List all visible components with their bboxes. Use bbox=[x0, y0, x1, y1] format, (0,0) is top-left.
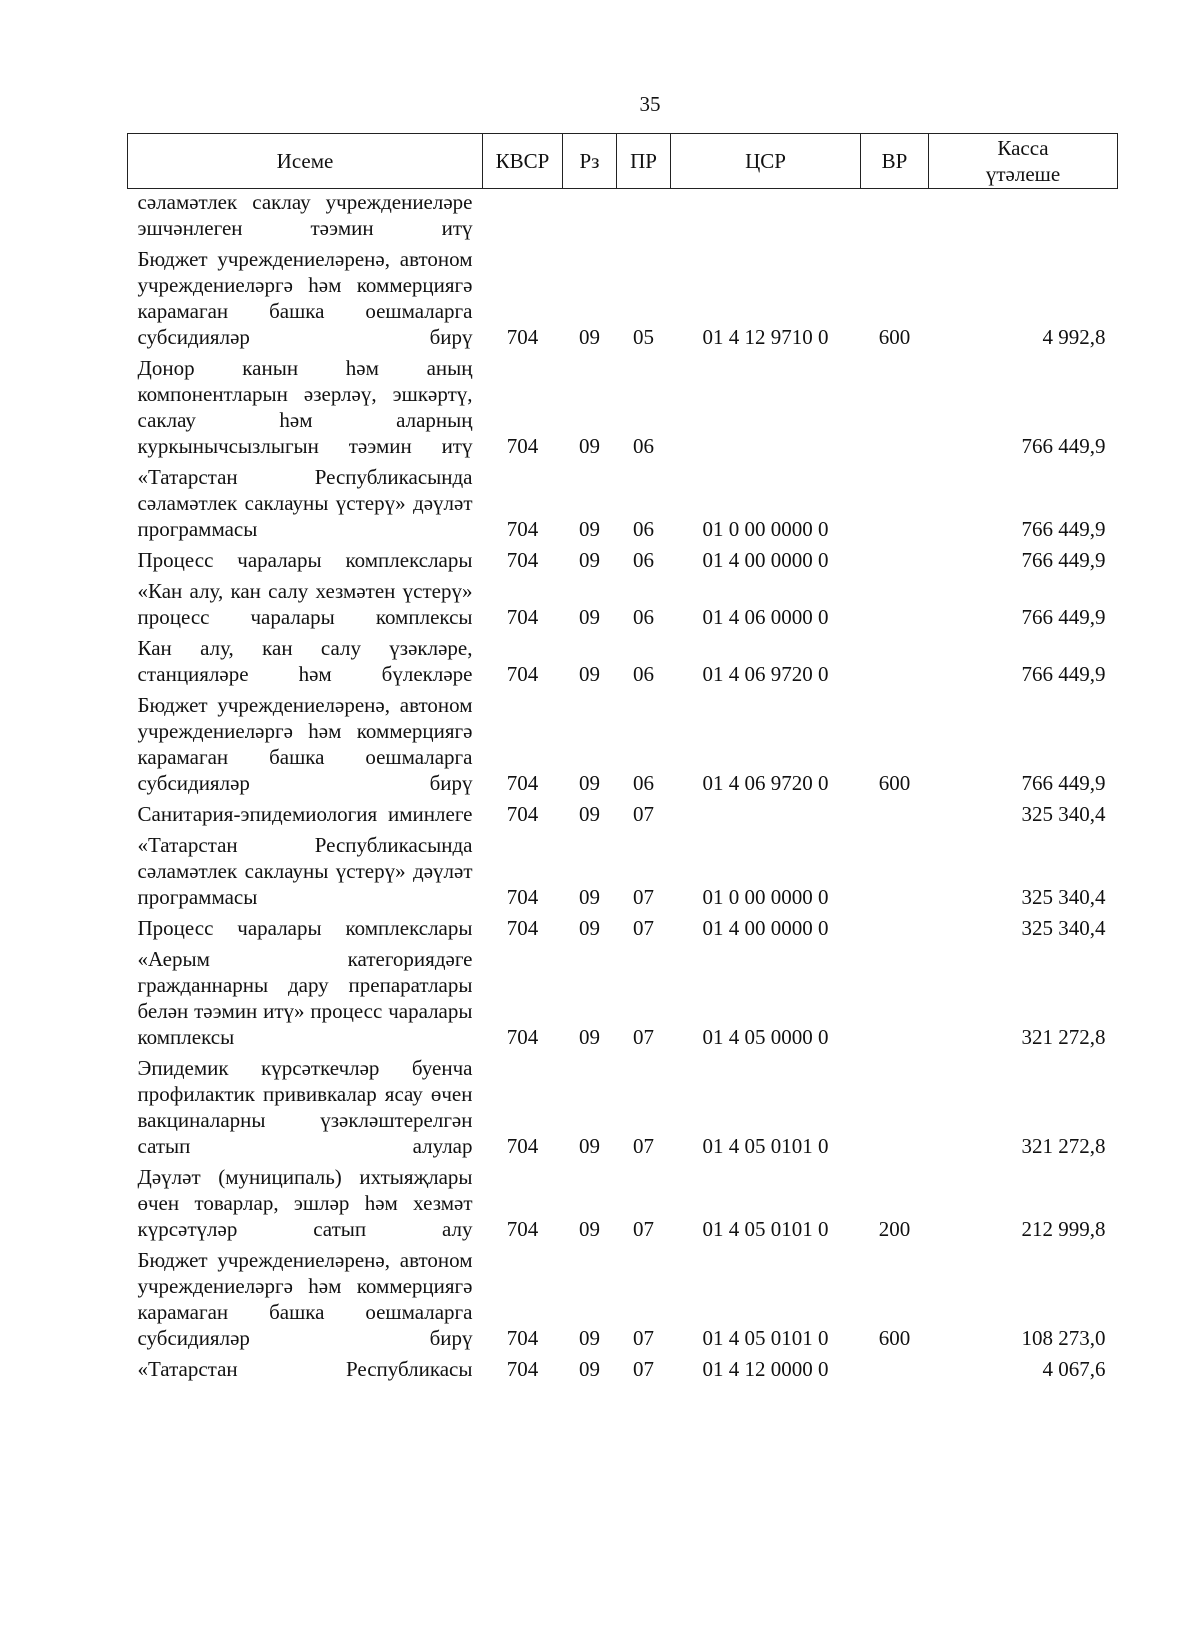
cell-rz: 09 bbox=[579, 1025, 600, 1049]
cell-kassa: 325 340,4 bbox=[1021, 802, 1106, 826]
table-row bbox=[128, 355, 1118, 464]
table-body bbox=[128, 189, 1118, 1388]
cell-rz: 09 bbox=[579, 885, 600, 909]
cell-name: «Кан алу, кан салу хезмәтен үстерү» процесс чаралары комплексы bbox=[137, 579, 473, 629]
cell-pr: 06 bbox=[633, 548, 654, 572]
cell-kvsr: 704 bbox=[506, 916, 539, 940]
cell-rz: 09 bbox=[579, 662, 600, 686]
cell-kassa: 325 340,4 bbox=[1021, 885, 1106, 909]
cell-pr: 07 bbox=[633, 802, 654, 826]
cell-name: Бюджет учреждениеләренә, автоном учреждениеләргә һәм коммерциягә карамаган башка оешмаларга субсидияләр бирү bbox=[137, 1248, 473, 1350]
cell-name: Бюджет учреждениеләренә, автоном учреждениеләргә һәм коммерциягә карамаган башка оешмаларга субсидияләр бирү bbox=[137, 693, 473, 795]
cell-vr bbox=[861, 832, 929, 915]
cell-kvsr: 704 bbox=[506, 1217, 539, 1241]
cell-kvsr: 704 bbox=[506, 885, 539, 909]
table-header-row bbox=[128, 134, 1118, 189]
cell-kvsr: 704 bbox=[506, 605, 539, 629]
cell-kvsr: 704 bbox=[506, 517, 539, 541]
cell-csr bbox=[671, 801, 861, 832]
header-vr: ВР bbox=[861, 134, 929, 189]
cell-vr bbox=[861, 464, 929, 547]
table-row bbox=[128, 578, 1118, 635]
header-pr: ПР bbox=[617, 134, 671, 189]
table-row bbox=[128, 189, 1118, 247]
cell-pr: 06 bbox=[633, 771, 654, 795]
cell-kassa: 766 449,9 bbox=[1021, 771, 1106, 795]
cell-name: Эпидемик күрсәткечләр буенча профилактик прививкалар ясау өчен вакциналарны үзәкләштерелгән сатып алулар bbox=[137, 1056, 473, 1158]
cell-pr bbox=[617, 189, 671, 247]
cell-kvsr: 704 bbox=[506, 434, 539, 458]
budget-table bbox=[127, 133, 1118, 1387]
cell-csr: 01 4 00 0000 0 bbox=[702, 548, 829, 572]
cell-kvsr: 704 bbox=[506, 1025, 539, 1049]
cell-kassa: 325 340,4 bbox=[1021, 916, 1106, 940]
cell-csr: 01 4 06 9720 0 bbox=[702, 771, 829, 795]
header-kvsr: КВСР bbox=[483, 134, 563, 189]
cell-rz: 09 bbox=[579, 916, 600, 940]
table-row bbox=[128, 832, 1118, 915]
cell-vr bbox=[861, 801, 929, 832]
cell-csr: 01 4 05 0101 0 bbox=[702, 1217, 829, 1241]
cell-csr: 01 4 06 9720 0 bbox=[702, 662, 829, 686]
cell-pr: 06 bbox=[633, 605, 654, 629]
header-name: Исеме bbox=[128, 134, 483, 189]
cell-pr: 07 bbox=[633, 1025, 654, 1049]
cell-name: «Татарстан Республикасында сәламәтлек саклауны үстерү» дәүләт программасы bbox=[137, 833, 473, 909]
table-row bbox=[128, 1055, 1118, 1164]
cell-kassa: 766 449,9 bbox=[1021, 517, 1106, 541]
cell-name: Бюджет учреждениеләренә, автоном учреждениеләргә һәм коммерциягә карамаган башка оешмаларга субсидияләр бирү bbox=[137, 247, 473, 349]
cell-kassa: 766 449,9 bbox=[1021, 662, 1106, 686]
cell-rz: 09 bbox=[579, 325, 600, 349]
cell-kassa: 108 273,0 bbox=[1021, 1326, 1106, 1350]
cell-rz bbox=[563, 189, 617, 247]
cell-csr: 01 4 00 0000 0 bbox=[702, 916, 829, 940]
cell-vr bbox=[861, 355, 929, 464]
cell-kassa: 321 272,8 bbox=[1021, 1134, 1106, 1158]
cell-pr: 07 bbox=[633, 1217, 654, 1241]
cell-csr: 01 4 06 0000 0 bbox=[702, 605, 829, 629]
cell-kassa: 212 999,8 bbox=[1021, 1217, 1106, 1241]
cell-vr bbox=[861, 915, 929, 946]
cell-csr: 01 4 05 0000 0 bbox=[702, 1025, 829, 1049]
cell-kvsr: 704 bbox=[506, 771, 539, 795]
table-row bbox=[128, 915, 1118, 946]
table-row bbox=[128, 692, 1118, 801]
cell-rz: 09 bbox=[579, 434, 600, 458]
table-row bbox=[128, 464, 1118, 547]
cell-rz: 09 bbox=[579, 1357, 600, 1381]
cell-vr bbox=[861, 635, 929, 692]
cell-rz: 09 bbox=[579, 517, 600, 541]
header-csr: ЦСР bbox=[671, 134, 861, 189]
cell-csr: 01 0 00 0000 0 bbox=[702, 517, 829, 541]
cell-vr bbox=[861, 1356, 929, 1387]
table-row bbox=[128, 801, 1118, 832]
cell-kvsr: 704 bbox=[506, 1326, 539, 1350]
cell-pr: 06 bbox=[633, 662, 654, 686]
cell-pr: 07 bbox=[633, 1134, 654, 1158]
cell-pr: 05 bbox=[633, 325, 654, 349]
cell-pr: 06 bbox=[633, 517, 654, 541]
cell-kassa: 766 449,9 bbox=[1021, 605, 1106, 629]
table-row bbox=[128, 1356, 1118, 1387]
table-row bbox=[128, 635, 1118, 692]
cell-kvsr: 704 bbox=[506, 802, 539, 826]
cell-kassa bbox=[929, 189, 1118, 247]
cell-kassa: 321 272,8 bbox=[1021, 1025, 1106, 1049]
cell-pr: 06 bbox=[633, 434, 654, 458]
header-rz: Рз bbox=[563, 134, 617, 189]
cell-kassa: 4 992,8 bbox=[1042, 325, 1106, 349]
cell-csr: 01 4 05 0101 0 bbox=[702, 1326, 829, 1350]
cell-csr: 01 4 12 0000 0 bbox=[702, 1357, 829, 1381]
cell-kvsr: 704 bbox=[506, 1134, 539, 1158]
cell-name: Кан алу, кан салу үзәкләре, станцияләре һәм бүлекләре bbox=[137, 636, 473, 686]
table-row bbox=[128, 547, 1118, 578]
cell-csr: 01 4 12 9710 0 bbox=[702, 325, 829, 349]
cell-rz: 09 bbox=[579, 1134, 600, 1158]
cell-name: Донор канын һәм аның компонентларын әзерләү, эшкәртү, саклау һәм аларның куркынычсызлыгын тәэмин итү bbox=[137, 356, 473, 458]
cell-kassa: 766 449,9 bbox=[1021, 434, 1106, 458]
cell-rz: 09 bbox=[579, 1326, 600, 1350]
cell-vr bbox=[861, 189, 929, 247]
cell-vr: 200 bbox=[878, 1217, 911, 1241]
cell-name: Процесс чаралары комплекслары bbox=[137, 548, 473, 572]
cell-vr bbox=[861, 946, 929, 1055]
cell-vr: 600 bbox=[878, 325, 911, 349]
cell-kvsr: 704 bbox=[506, 548, 539, 572]
cell-rz: 09 bbox=[579, 1217, 600, 1241]
header-kassa-line1: Касса bbox=[997, 136, 1049, 160]
cell-csr bbox=[671, 355, 861, 464]
cell-name: «Татарстан Республикасы bbox=[137, 1357, 473, 1381]
cell-name: Санитария-эпидемиология иминлеге bbox=[137, 802, 473, 826]
page-number: 35 bbox=[639, 92, 661, 116]
cell-csr: 01 4 05 0101 0 bbox=[702, 1134, 829, 1158]
table-row bbox=[128, 246, 1118, 355]
header-kassa bbox=[929, 134, 1118, 189]
cell-vr: 600 bbox=[878, 771, 911, 795]
cell-csr bbox=[671, 189, 861, 247]
cell-kassa: 4 067,6 bbox=[1042, 1357, 1106, 1381]
cell-name: «Аерым категориядәге гражданнарны дару препаратлары белән тәэмин итү» процесс чаралары комплексы bbox=[137, 947, 473, 1049]
cell-csr: 01 0 00 0000 0 bbox=[702, 885, 829, 909]
cell-rz: 09 bbox=[579, 548, 600, 572]
cell-vr bbox=[861, 578, 929, 635]
cell-pr: 07 bbox=[633, 885, 654, 909]
header-kassa-line2: үтәлеше bbox=[985, 162, 1061, 186]
table-row bbox=[128, 946, 1118, 1055]
cell-kvsr bbox=[483, 189, 563, 247]
cell-name: сәламәтлек саклау учреждениеләре эшчәнлеген тәэмин итү bbox=[137, 190, 473, 240]
cell-pr: 07 bbox=[633, 1357, 654, 1381]
table-row bbox=[128, 1247, 1118, 1356]
cell-rz: 09 bbox=[579, 802, 600, 826]
cell-rz: 09 bbox=[579, 605, 600, 629]
cell-vr: 600 bbox=[878, 1326, 911, 1350]
cell-pr: 07 bbox=[633, 1326, 654, 1350]
cell-rz: 09 bbox=[579, 771, 600, 795]
cell-kvsr: 704 bbox=[506, 325, 539, 349]
cell-vr bbox=[861, 547, 929, 578]
cell-name: Процесс чаралары комплекслары bbox=[137, 916, 473, 940]
cell-kassa: 766 449,9 bbox=[1021, 548, 1106, 572]
cell-kvsr: 704 bbox=[506, 1357, 539, 1381]
cell-name: «Татарстан Республикасында сәламәтлек саклауны үстерү» дәүләт программасы bbox=[137, 465, 473, 541]
cell-kvsr: 704 bbox=[506, 662, 539, 686]
table-row bbox=[128, 1164, 1118, 1247]
cell-vr bbox=[861, 1055, 929, 1164]
cell-name: Дәүләт (муниципаль) ихтыяҗлары өчен товарлар, эшләр һәм хезмәт күрсәтүләр сатып алу bbox=[137, 1165, 473, 1241]
cell-pr: 07 bbox=[633, 916, 654, 940]
